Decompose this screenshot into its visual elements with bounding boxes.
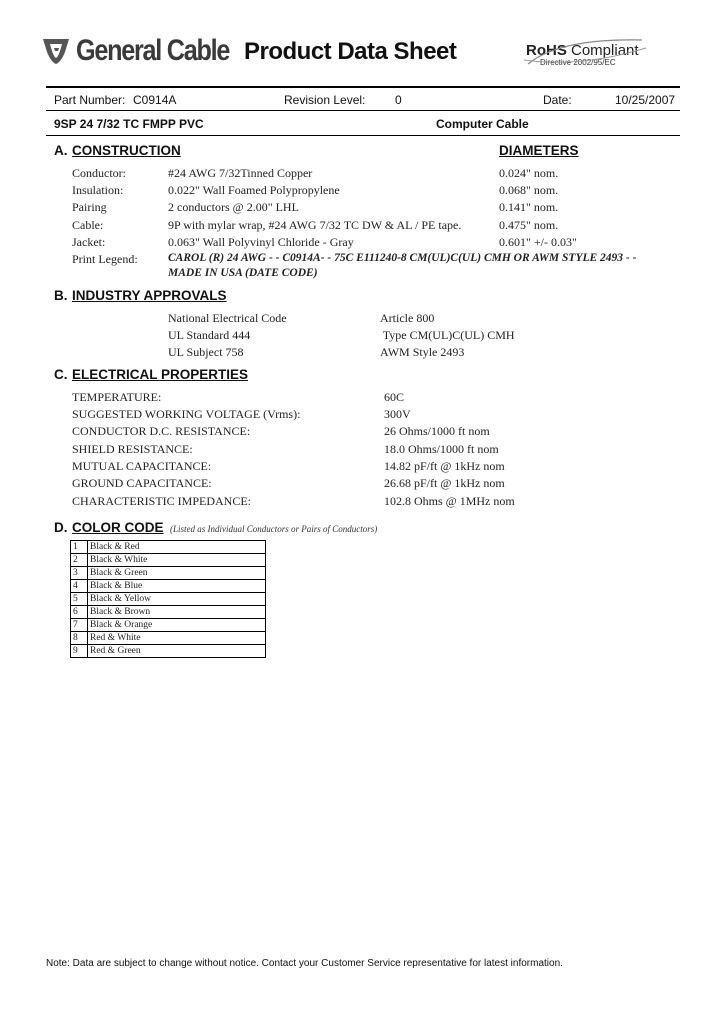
pair-colors: Black & White xyxy=(88,554,266,567)
table-row xyxy=(71,645,266,658)
electrical-value: 300V xyxy=(384,407,411,421)
electrical-label: SHIELD RESISTANCE: xyxy=(72,442,193,456)
pair-colors: Black & Brown xyxy=(88,606,266,619)
pair-number: 4 xyxy=(71,580,88,593)
diameter-value: 0.141" nom. xyxy=(499,200,559,214)
construction-value: 0.022" Wall Foamed Polypropylene xyxy=(168,183,340,197)
electrical-heading: ELECTRICAL PROPERTIES xyxy=(72,367,249,382)
electrical-label: GROUND CAPACITANCE: xyxy=(72,476,212,490)
rohs-title-bold: RoHS xyxy=(526,42,567,59)
rohs-swoosh-icon xyxy=(520,34,650,68)
pair-number: 9 xyxy=(71,645,88,658)
electrical-value: 18.0 Ohms/1000 ft nom xyxy=(384,442,499,456)
approvals-heading: INDUSTRY APPROVALS xyxy=(72,288,227,303)
company-logo xyxy=(40,34,258,68)
pair-colors: Black & Orange xyxy=(88,619,266,632)
color-code-table xyxy=(70,540,266,658)
electrical-label: TEMPERATURE: xyxy=(72,390,162,404)
divider xyxy=(46,86,680,88)
approval-value: Article 800 xyxy=(380,311,435,325)
construction-value: 2 conductors @ 2.00" LHL xyxy=(168,200,299,214)
part-number-value: C0914A xyxy=(133,93,177,107)
section-letter-b: B. xyxy=(54,288,68,303)
pair-colors: Black & Green xyxy=(88,567,266,580)
diameter-value: 0.068" nom. xyxy=(499,183,559,197)
table-row xyxy=(71,567,266,580)
diameters-heading: DIAMETERS xyxy=(499,143,579,158)
pair-number: 7 xyxy=(71,619,88,632)
page-title: Product Data Sheet xyxy=(244,38,457,65)
pair-number: 6 xyxy=(71,606,88,619)
table-row xyxy=(71,632,266,645)
pair-colors: Black & Blue xyxy=(88,580,266,593)
section-letter-a: A. xyxy=(54,143,68,158)
construction-label: Insulation: xyxy=(72,183,124,197)
logo-text: General Cable xyxy=(76,34,230,67)
construction-label: Conductor: xyxy=(72,166,126,180)
section-letter-c: C. xyxy=(54,367,68,382)
print-legend-label: Print Legend: xyxy=(72,252,138,266)
general-cable-logo-icon xyxy=(40,36,72,66)
pair-number: 2 xyxy=(71,554,88,567)
part-number-label: Part Number: xyxy=(54,93,126,107)
table-row xyxy=(71,593,266,606)
electrical-value: 14.82 pF/ft @ 1kHz nom xyxy=(384,459,505,473)
product-code: 9SP 24 7/32 TC FMPP PVC xyxy=(54,117,204,131)
approval-name: National Electrical Code xyxy=(168,311,287,325)
table-row xyxy=(71,580,266,593)
divider xyxy=(46,135,680,136)
diameter-value: 0.475" nom. xyxy=(499,218,559,232)
construction-heading: CONSTRUCTION xyxy=(72,143,181,158)
date-label: Date: xyxy=(543,93,572,107)
electrical-value: 26.68 pF/ft @ 1kHz nom xyxy=(384,476,505,490)
electrical-value: 26 Ohms/1000 ft nom xyxy=(384,424,490,438)
color-code-heading: COLOR CODE xyxy=(72,520,164,535)
approval-name: UL Subject 758 xyxy=(168,345,244,359)
electrical-label: CHARACTERISTIC IMPEDANCE: xyxy=(72,494,252,508)
print-legend-line1: CAROL (R) 24 AWG - - C0914A- - 75C E111240-8 CM(UL)C(UL) CMH OR AWM STYLE 2493 - - xyxy=(168,252,637,264)
construction-value: 9P with mylar wrap, #24 AWG 7/32 TC DW & AL / PE tape. xyxy=(168,218,462,232)
electrical-value: 60C xyxy=(384,390,405,404)
print-legend-line2: MADE IN USA (DATE CODE) xyxy=(168,267,318,279)
construction-value: #24 AWG 7/32Tinned Copper xyxy=(168,166,313,180)
table-row xyxy=(71,541,266,554)
revision-label: Revision Level: xyxy=(284,93,366,107)
table-row xyxy=(71,554,266,567)
construction-label: Pairing xyxy=(72,200,107,214)
pair-colors: Red & Green xyxy=(88,645,266,658)
pair-number: 1 xyxy=(71,541,88,554)
date-value: 10/25/2007 xyxy=(615,93,676,107)
pair-number: 3 xyxy=(71,567,88,580)
section-letter-d: D. xyxy=(54,520,68,535)
table-row xyxy=(71,619,266,632)
approval-value: AWM Style 2493 xyxy=(380,345,465,359)
construction-label: Cable: xyxy=(72,218,104,232)
diameter-value: 0.024" nom. xyxy=(499,166,559,180)
electrical-label: MUTUAL CAPACITANCE: xyxy=(72,459,212,473)
approval-value: Type CM(UL)C(UL) CMH xyxy=(380,328,515,342)
electrical-label: CONDUCTOR D.C. RESISTANCE: xyxy=(72,424,251,438)
rohs-directive: Directive 2002/95/EC xyxy=(540,58,616,67)
pair-number: 5 xyxy=(71,593,88,606)
divider xyxy=(46,110,680,111)
rohs-title-rest: Compliant xyxy=(566,42,639,59)
pair-colors: Red & White xyxy=(88,632,266,645)
table-row xyxy=(71,606,266,619)
pair-colors: Black & Red xyxy=(88,541,266,554)
pair-number: 8 xyxy=(71,632,88,645)
approval-name: UL Standard 444 xyxy=(168,328,251,342)
rohs-badge xyxy=(526,42,639,67)
revision-value: 0 xyxy=(395,93,402,107)
pair-colors: Black & Yellow xyxy=(88,593,266,606)
construction-label: Jacket: xyxy=(72,235,106,249)
electrical-value: 102.8 Ohms @ 1MHz nom xyxy=(384,494,515,508)
color-code-note: (Listed as Individual Conductors or Pairs of Conductors) xyxy=(170,524,378,534)
electrical-label: SUGGESTED WORKING VOLTAGE (Vrms): xyxy=(72,407,301,421)
construction-value: 0.063" Wall Polyvinyl Chloride - Gray xyxy=(168,235,354,249)
footer-note: Note: Data are subject to change without notice. Contact your Customer Service representative for latest information. xyxy=(46,958,563,969)
product-category: Computer Cable xyxy=(436,117,529,131)
diameter-value: 0.601" +/- 0.03" xyxy=(499,235,577,249)
